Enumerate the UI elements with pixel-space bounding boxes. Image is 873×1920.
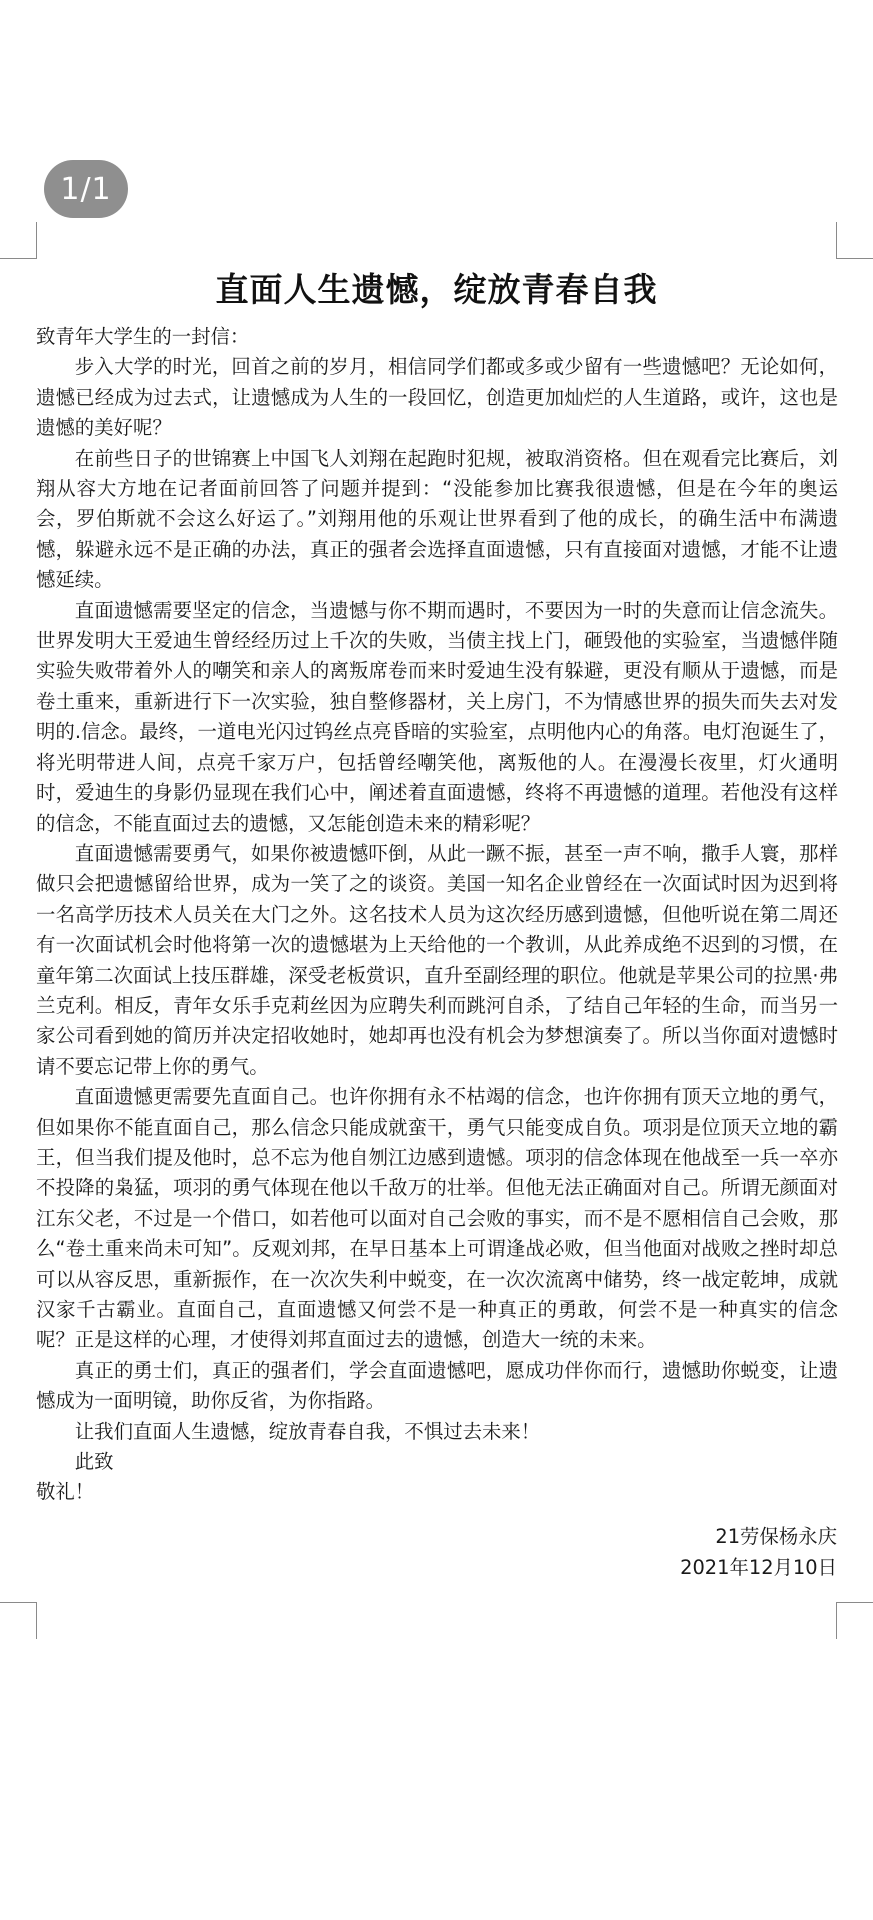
signature-name: 21劳保杨永庆 [715, 1525, 837, 1548]
letter-body [36, 322, 838, 1508]
crop-mark-top-left [0, 222, 37, 259]
letter-closing-jing-li: 敬礼！ [36, 1480, 95, 1504]
letter-paragraph: 直面遗憾需要坚定的信念，当遗憾与你不期而遇时，不要因为一时的失意而让信念流失。世界发明大王爱迪生曾经经历过上千次的失败，当债主找上门，砸毁他的实验室，当遗憾伴随实验失败带着外人的嘲笑和亲人的离叛席卷而来时爱迪生没有躲避，更没有顺从于遗憾，而是卷土重来，重新进行下一次实验，独自整修器材，关上房门，不为情感世界的损失而失去对发明的.信念。最终，一道电光闪过钨丝点亮昏暗的实验室，点明他内心的角落。电灯泡诞生了，将光明带进人间，点亮千家万户，包括曾经嘲笑他，离叛他的人。在漫漫长夜里，灯火通明时，爱迪生的身影仍显现在我们心中，阐述着直面遗憾，终将不再遗憾的道理。若他没有这样的信念，不能直面过去的遗憾，又怎能创造未来的精彩呢？ [36, 598, 838, 835]
crop-mark-top-right [836, 222, 873, 259]
signature-date: 2021年12月10日 [680, 1556, 837, 1579]
letter-signature [680, 1521, 837, 1583]
page-indicator-badge: 1/1 [44, 160, 128, 218]
crop-mark-bottom-right [836, 1602, 873, 1639]
letter-paragraph: 在前些日子的世锦赛上中国飞人刘翔在起跑时犯规，被取消资格。但在观看完比赛后，刘翔从容大方地在记者面前回答了问题并提到：“没能参加比赛我很遗憾，但是在今年的奥运会，罗伯斯就不会这么好运了。”刘翔用他的乐观让世界看到了他的成长，的确生活中布满遗憾，躲避永远不是正确的办法，真正的强者会选择直面遗憾，只有直接面对遗憾，才能不让遗憾延续。 [36, 446, 838, 592]
letter-closing-ci-zhi: 此致 [74, 1450, 114, 1474]
letter-paragraph: 直面遗憾需要勇气，如果你被遗憾吓倒，从此一蹶不振，甚至一声不响，撒手人寰，那样做只会把遗憾留给世界，成为一笑了之的谈资。美国一知名企业曾经在一次面试时因为迟到将一名高学历技术人员关在大门之外。这名技术人员为这次经历感到遗憾，但他听说在第二周还有一次面试机会时他将第一次的遗憾堪为上天给他的一个教训，从此养成绝不迟到的习惯，在童年第二次面试上技压群雄，深受老板赏识，直升至副经理的职位。他就是苹果公司的拉黑·弗兰克利。相反，青年女乐手克莉丝因为应聘失利而跳河自杀，了结自己年轻的生命，而当另一家公司看到她的简历并决定招收她时，她却再也没有机会为梦想演奏了。所以当你面对遗憾时请不要忘记带上你的勇气。 [36, 841, 838, 1078]
letter-paragraph: 步入大学的时光，回首之前的岁月，相信同学们都或多或少留有一些遗憾吧？无论如何，遗憾已经成为过去式，让遗憾成为人生的一段回忆，创造更加灿烂的人生道路，或许，这也是遗憾的美好呢？ [36, 355, 838, 440]
letter-paragraph: 真正的勇士们，真正的强者们，学会直面遗憾吧，愿成功伴你而行，遗憾助你蜕变，让遗憾成为一面明镜，助你反省，为你指路。 [36, 1358, 838, 1413]
letter-paragraph: 直面遗憾更需要先直面自己。也许你拥有永不枯竭的信念，也许你拥有顶天立地的勇气，但如果你不能直面自己，那么信念只能成就蛮干，勇气只能变成自负。项羽是位顶天立地的霸王，但当我们提及他时，总不忘为他自刎江边感到遗憾。项羽的信念体现在他战至一兵一卒亦不投降的枭猛，项羽的勇气体现在他以千敌万的壮举。但他无法正确面对自己。所谓无颜面对江东父老，不过是一个借口，如若他可以面对自己会败的事实，而不是不愿相信自己会败，那么“卷土重来尚未可知”。反观刘邦，在早日基本上可谓逢战必败，但当他面对战败之挫时却总可以从容反思，重新振作，在一次次失利中蜕变，在一次次流离中储势，终一战定乾坤，成就汉家千古霸业。直面自己，直面遗憾又何尝不是一种真正的勇敢，何尝不是一种真实的信念呢？正是这样的心理，才使得刘邦直面过去的遗憾，创造大一统的未来。 [36, 1085, 838, 1352]
letter-title: 直面人生遗憾，绽放青春自我 [215, 270, 658, 309]
letter-greeting: 致青年大学生的一封信： [36, 325, 250, 348]
crop-mark-bottom-left [0, 1602, 37, 1639]
letter-paragraph: 让我们直面人生遗憾，绽放青春自我，不惧过去未来！ [74, 1419, 541, 1443]
